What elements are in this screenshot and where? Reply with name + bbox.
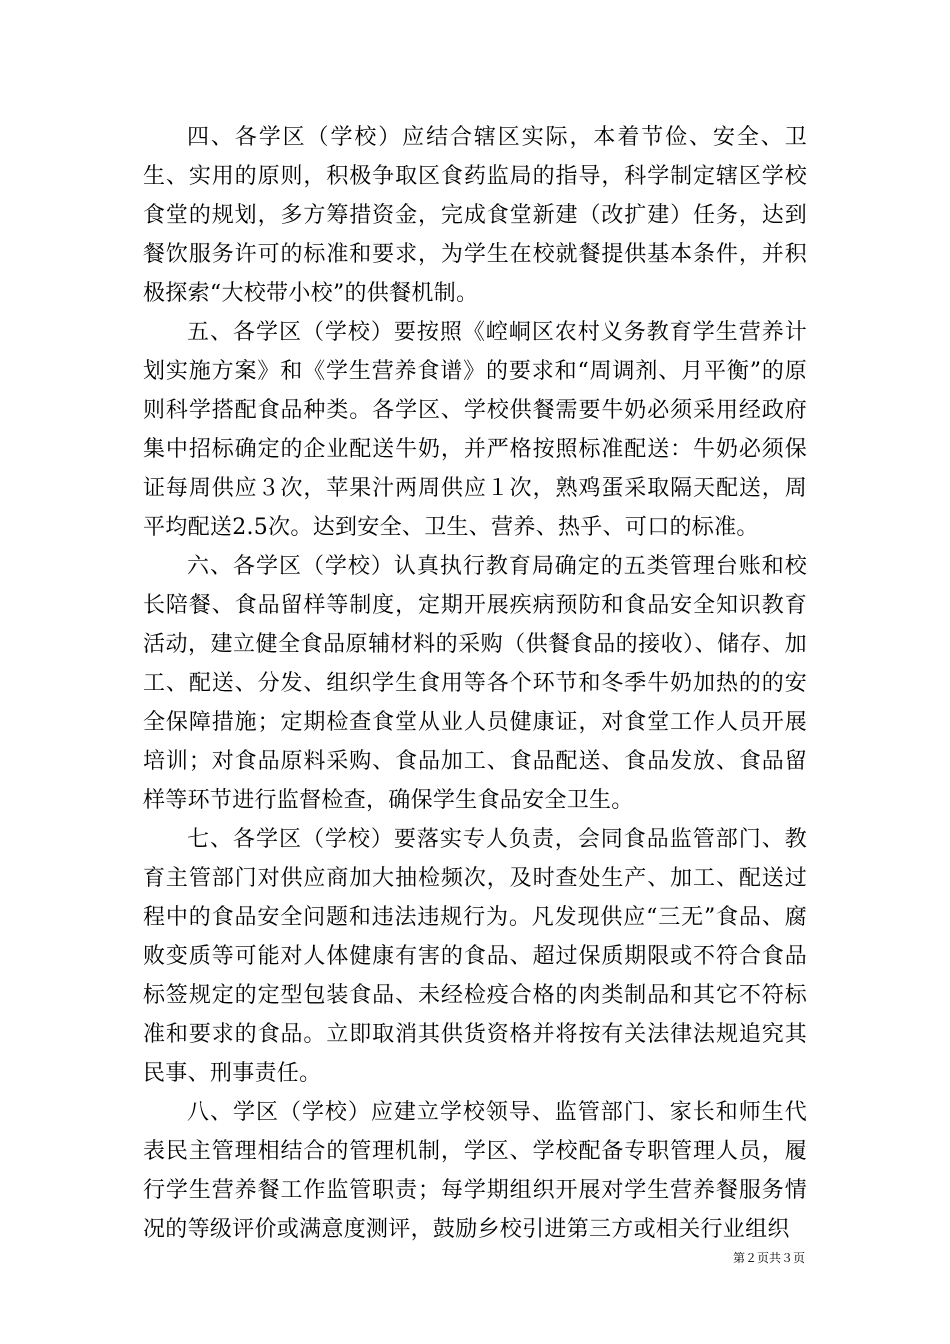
- paragraph-section-6: 六、各学区（学校）认真执行教育局确定的五类管理台账和校长陪餐、食品留样等制度，定期开展疾病预防和食品安全知识教育活动，建立健全食品原辅材料的采购（供餐食品的接收）、储存、加工、配送、分发、组织学生食用等各个环节和冬季牛奶加热的的安全保障措施；定期检查食堂从业人员健康证，对食堂工作人员开展培训；对食品原料采购、食品加工、食品配送、食品发放、食品留样等环节进行监督检查，确保学生食品安全卫生。: [143, 554, 807, 813]
- document-body: [143, 118, 807, 1249]
- paragraph-section-5: 五、各学区（学校）要按照《崆峒区农村义务教育学生营养计划实施方案》和《学生营养食谱》的要求和“周调剂、月平衡”的原则科学搭配食品种类。各学区、学校供餐需要牛奶必须采用经政府集中招标确定的企业配送牛奶，并严格按照标准配送：牛奶必须保证每周供应３次，苹果汁两周供应１次，熟鸡蛋采取隔天配送，周平均配送2.5次。达到安全、卫生、营养、热乎、可口的标准。: [143, 320, 807, 540]
- paragraph-section-4: 四、各学区（学校）应结合辖区实际，本着节俭、安全、卫生、实用的原则，积极争取区食药监局的指导，科学制定辖区学校食堂的规划，多方筹措资金，完成食堂新建（改扩建）任务，达到餐饮服务许可的标准和要求，为学生在校就餐提供基本条件，并积极探索“大校带小校”的供餐机制。: [143, 125, 807, 306]
- page-number-footer: 第２页共３页: [732, 1251, 805, 1265]
- paragraph-section-8: 八、学区（学校）应建立学校领导、监管部门、家长和师生代表民主管理相结合的管理机制，学区、学校配备专职管理人员，履行学生营养餐工作监管职责；每学期组织开展对学生营养餐服务情况的等级评价或满意度测评，鼓励乡校引进第三方或相关行业组织: [143, 1100, 807, 1242]
- paragraph-section-7: 七、各学区（学校）要落实专人负责，会同食品监管部门、教育主管部门对供应商加大抽检频次，及时查处生产、加工、配送过程中的食品安全问题和违法违规行为。凡发现供应“三无”食品、腐败变质等可能对人体健康有害的食品、超过保质期限或不符合食品标签规定的定型包装食品、未经检疫合格的肉类制品和其它不符标准和要求的食品。立即取消其供货资格并将按有关法律法规追究其民事、刑事责任。: [143, 827, 807, 1086]
